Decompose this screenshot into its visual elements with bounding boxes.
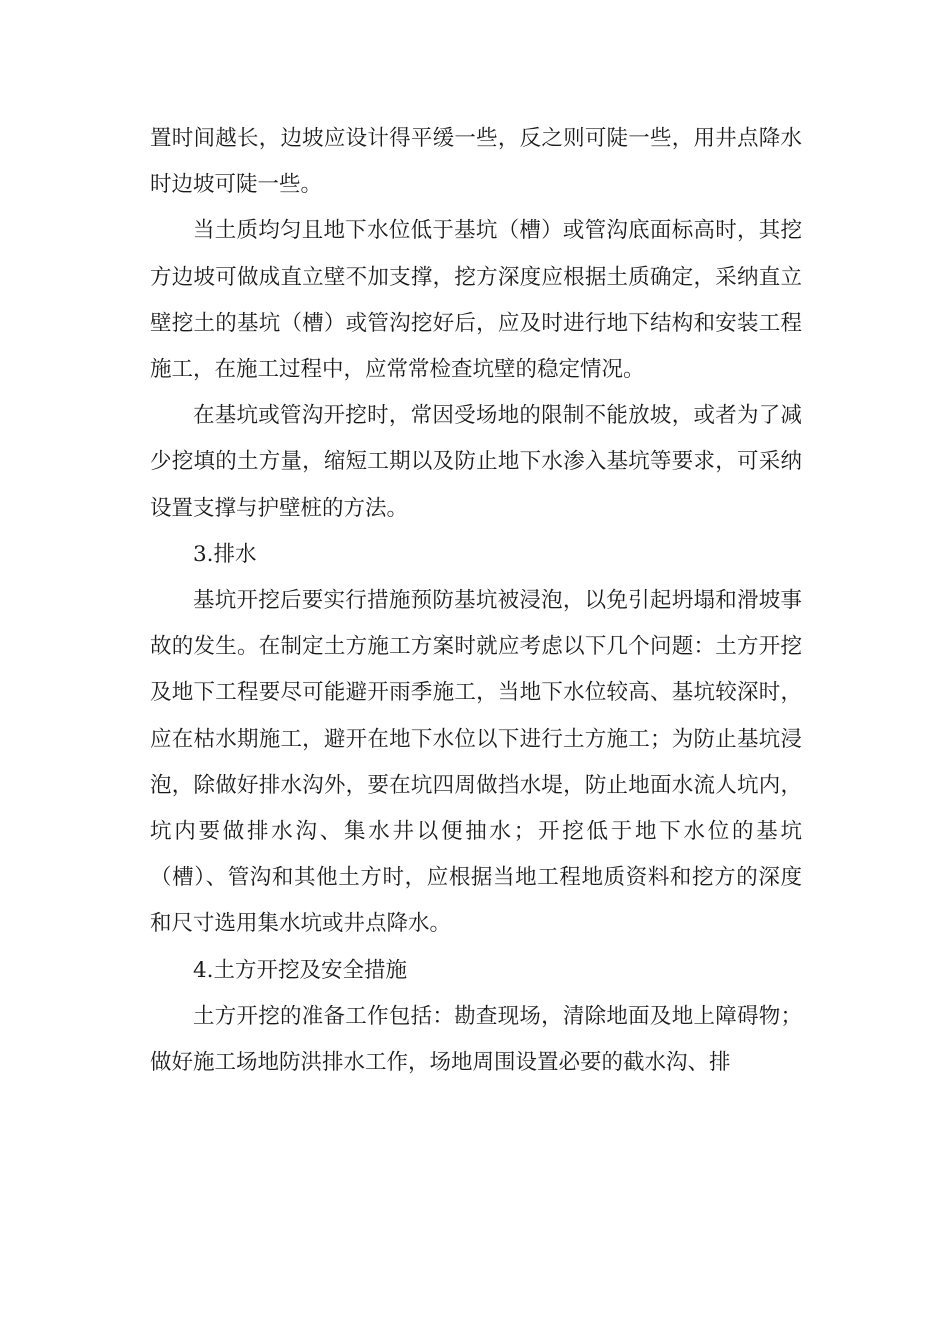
paragraph-excavation-preparation: 土方开挖的准备工作包括：勘查现场，清除地面及地上障碍物；做好施工场地防洪排水工作，场地周围设置必要的截水沟、排: [150, 1003, 802, 1076]
paragraph-continuation: 置时间越长，边坡应设计得平缓一些，反之则可陡一些，用井点降水时边坡可陡一些。: [150, 126, 802, 198]
paragraph-vertical-wall: 当土质均匀且地下水位低于基坑（槽）或管沟底面标高时，其挖方边坡可做成直立壁不加支撑，挖方深度应根据土质确定，采纳直立壁挖土的基坑（槽）或管沟挖好后，应及时进行地下结构和安装工程施工，在施工过程中，应常常检查坑壁的稳定情况。: [150, 218, 802, 383]
paragraph-support-piles: 在基坑或管沟开挖时，常因受场地的限制不能放坡，或者为了减少挖填的土方量，缩短工期以及防止地下水渗入基坑等要求，可采纳设置支撑与护壁桩的方法。: [150, 403, 802, 521]
paragraph-drainage: 基坑开挖后要实行措施预防基坑被浸泡，以免引起坍塌和滑坡事故的发生。在制定土方施工方案时就应考虑以下几个问题：土方开挖及地下工程要尽可能避开雨季施工，当地下水位较高、基坑较深时，应在枯水期施工，避开在地下水位以下进行土方施工；为防止基坑浸泡，除做好排水沟外，要在坑四周做挡水堤，防止地面水流人坑内，坑内要做排水沟、集水井以便抽水；开挖低于地下水位的基坑（槽）、管沟和其他土方时，应根据当地工程地质资料和挖方的深度和尺寸选用集水坑或井点降水。: [150, 588, 802, 937]
section-heading-excavation-safety: 4.土方开挖及安全措施: [193, 957, 408, 983]
document-body: [150, 116, 802, 1086]
section-heading-drainage: 3.排水: [193, 541, 257, 567]
